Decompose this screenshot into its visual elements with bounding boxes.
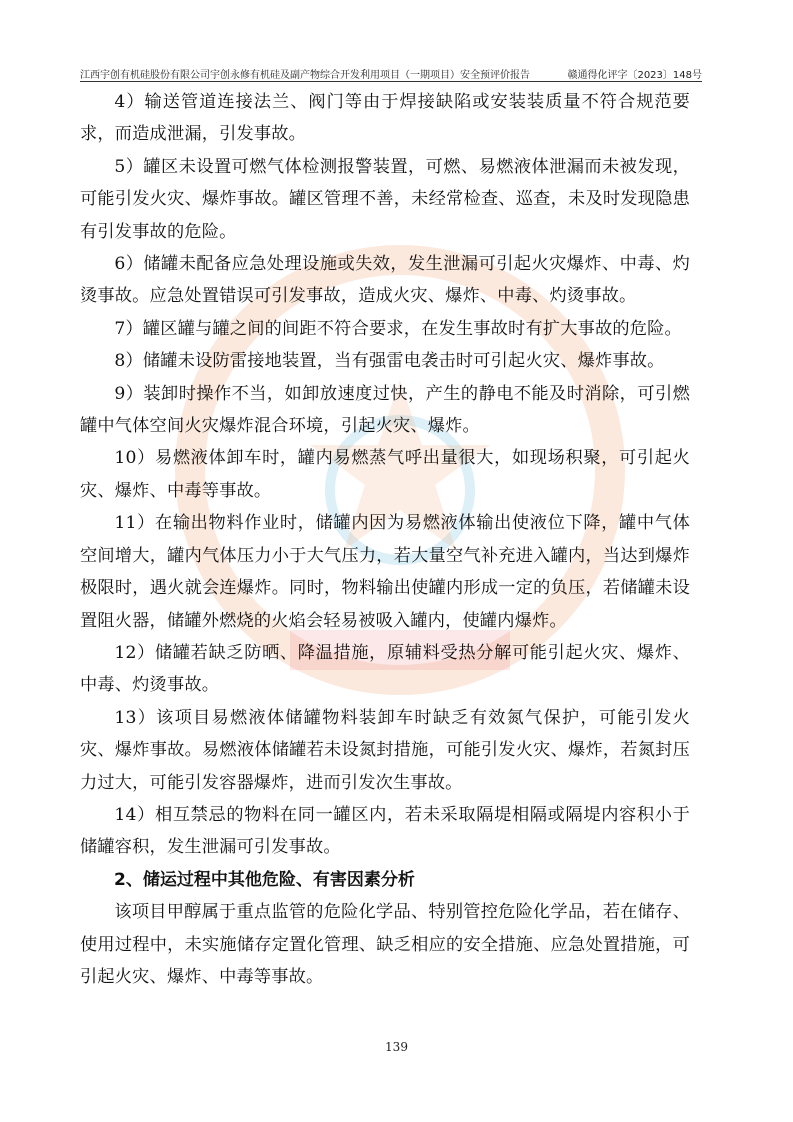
hazard-item: 10）易燃液体卸车时，罐内易燃蒸气呼出量很大，如现场积聚，可引起火灾、爆炸、中毒等事故。 <box>80 448 690 501</box>
page-number: 139 <box>385 1040 408 1054</box>
hazard-item: 7）罐区罐与罐之间的间距不符合要求，在发生事故时有扩大事故的危险。 <box>114 318 682 339</box>
header-report-title: 江西宇创有机硅股份有限公司宇创永修有机硅及副产物综合开发利用项目（一期项目）安全预评价报告 <box>80 70 530 81</box>
section-heading: 2、储运过程中其他危险、有害因素分析 <box>114 869 415 890</box>
hazard-item: 12）储罐若缺乏防晒、降温措施，原辅料受热分解可能引起火灾、爆炸、中毒、灼烫事故。 <box>80 642 690 696</box>
document-body <box>80 86 690 993</box>
closing-paragraph: 该项目甲醇属于重点监管的危险化学品、特别管控危险化学品，若在储存、使用过程中，未实施储存定置化管理、缺乏相应的安全措施、应急处置措施，可引起火灾、爆炸、中毒等事故。 <box>80 902 690 987</box>
page-header <box>80 66 702 82</box>
hazard-item: 14）相互禁忌的物料在同一罐区内，若未采取隔堤相隔或隔堤内容积小于储罐容积，发生泄漏可引发事故。 <box>80 804 690 858</box>
hazard-item: 11）在输出物料作业时，储罐内因为易燃液体输出使液位下降，罐中气体空间增大，罐内气体压力小于大气压力，若大量空气补充进入罐内，当达到爆炸极限时，遇火就会连爆炸。同时，物料输出使罐内形成一定的负压，若储罐未设置阻火器，储罐外燃烧的火焰会轻易被吸入罐内，使罐内爆炸。 <box>80 513 690 631</box>
header-report-number: 赣通得化评字〔2023〕148号 <box>567 70 702 81</box>
hazard-item: 9）装卸时操作不当，如卸放速度过快，产生的静电不能及时消除，可引燃罐中气体空间火灾爆炸混合环境，引起火灾、爆炸。 <box>80 383 690 437</box>
header-divider <box>80 81 702 82</box>
hazard-item: 5）罐区未设置可燃气体检测报警装置，可燃、易燃液体泄漏而未被发现，可能引发火灾、爆炸事故。罐区管理不善，未经常检查、巡查，未及时发现隐患有引发事故的危险。 <box>80 156 690 242</box>
hazard-item: 4）输送管道连接法兰、阀门等由于焊接缺陷或安装装质量不符合规范要求，而造成泄漏，引发事故。 <box>80 92 690 145</box>
hazard-item: 13）该项目易燃液体储罐物料装卸车时缺乏有效氮气保护，可能引发火灾、爆炸事故。易燃液体储罐若未设氮封措施，可能引发火灾、爆炸，若氮封压力过大，可能引发容器爆炸，进而引发次生事故。 <box>80 707 690 793</box>
hazard-item: 8）储罐未设防雷接地装置，当有强雷电袭击时可引起火灾、爆炸事故。 <box>114 351 665 372</box>
hazard-item: 6）储罐未配备应急处理设施或失效，发生泄漏可引起火灾爆炸、中毒、灼烫事故。应急处置错误可引发事故，造成火灾、爆炸、中毒、灼烫事故。 <box>80 254 690 307</box>
